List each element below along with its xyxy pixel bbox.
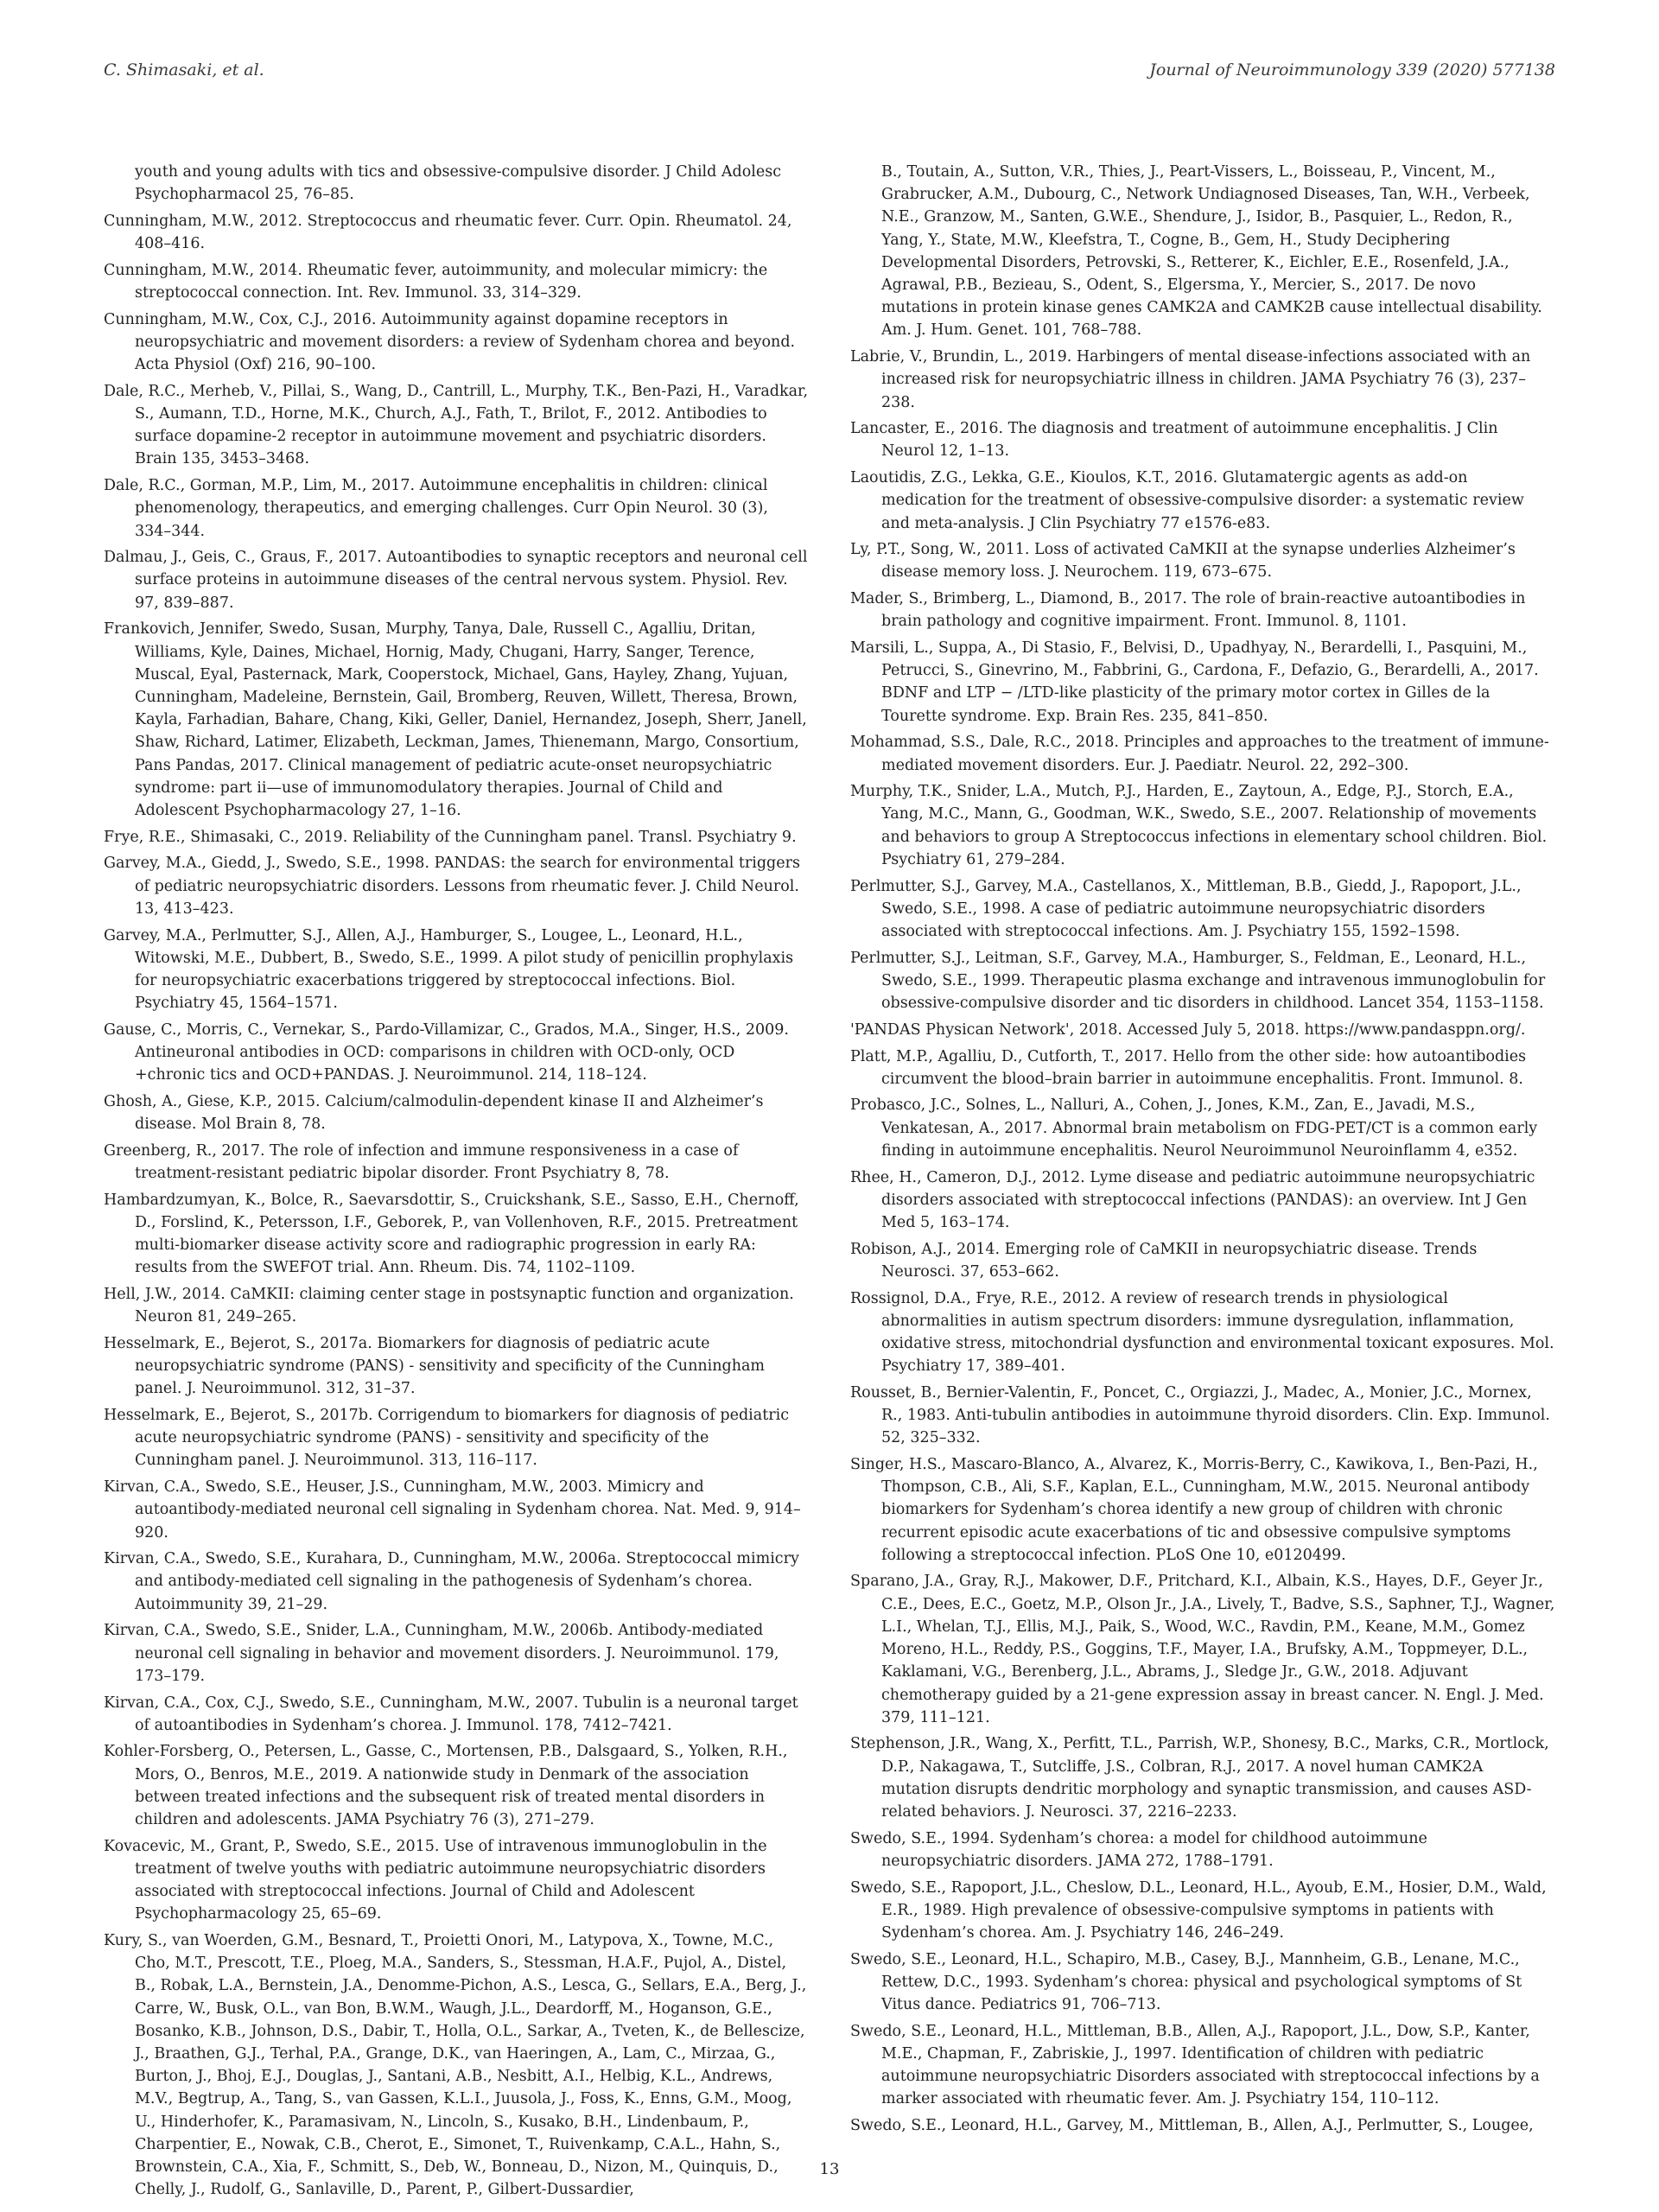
reference-entry: Rossignol, D.A., Frye, R.E., 2012. A review of research trends in physiological abnormalities in autism spectrum disorders: immune dysregulation, inflammation, oxidative stress, mitochondrial dysfunction and environmental toxicant exposures. Mol. Psychiatry 17, 389–401. [850,1289,1554,1376]
reference-entry: Lancaster, E., 2016. The diagnosis and treatment of autoimmune encephalitis. J Clin Neurol 12, 1–13. [850,420,1498,461]
reference-entry: Ly, P.T., Song, W., 2011. Loss of activated CaMKII at the synapse underlies Alzheimer’s disease memory loss. J. Neurochem. 119, 673–675. [850,541,1516,582]
header-journal-citation: Journal of Neuroimmunology 339 (2020) 577138 [1149,60,1555,79]
reference-entry: Swedo, S.E., Leonard, H.L., Schapiro, M.B., Casey, B.J., Mannheim, G.B., Lenane, M.C., Rettew, D.C., 1993. Sydenham’s chorea: physical and psychological symptoms of St Vitus dance. Pediatrics 91, 706–713. [850,1950,1522,2014]
reference-entry: Rousset, B., Bernier-Valentin, F., Poncet, C., Orgiazzi, J., Madec, A., Monier, J.C., Mornex, R., 1983. Anti-tubulin antibodies in autoimmune thyroid disorders. Clin. Exp. Immunol. 52, 325–332. [850,1383,1550,1447]
reference-entry: Frankovich, Jennifer, Swedo, Susan, Murphy, Tanya, Dale, Russell C., Agalliu, Dritan, Williams, Kyle, Daines, Michael, Hornig, Mady, Chugani, Harry, Sanger, Terence, Muscal, Eyal, Pasternack, Mark, Cooperstock, Michael, Gans, Hayley, Zhang, Yujuan, Cunningham, Madeleine, Bernstein, Gail, Bromberg, Reuven, Willett, Theresa, Brown, Kayla, Farhadian, Bahare, Chang, Kiki, Geller, Daniel, Hernandez, Joseph, Sherr, Janell, Shaw, Richard, Latimer, Elizabeth, Leckman, James, Thienemann, Margo, Consortium, Pans Pandas, 2017. Clinical management of pediatric acute-onset neuropsychiatric syndrome: part ii—use of immunomodulatory therapies. Journal of Child and Adolescent Psychopharmacology 27, 1–16. [104,620,807,819]
reference-entry: Probasco, J.C., Solnes, L., Nalluri, A., Cohen, J., Jones, K.M., Zan, E., Javadi, M.S., Venkatesan, A., 2017. Abnormal brain metabolism on FDG-PET/CT is a common early finding in autoimmune encephalitis. Neurol Neuroimmunol Neuroinflamm 4, e352. [850,1096,1538,1160]
reference-entry: Kirvan, C.A., Cox, C.J., Swedo, S.E., Cunningham, M.W., 2007. Tubulin is a neuronal target of autoantibodies in Sydenham’s chorea. J. Immunol. 178, 7412–7421. [104,1694,798,1734]
reference-entry: Swedo, S.E., 1994. Sydenham’s chorea: a model for childhood autoimmune neuropsychiatric disorders. JAMA 272, 1788–1791. [850,1829,1427,1870]
reference-entry: Garvey, M.A., Perlmutter, S.J., Allen, A.J., Hamburger, S., Lougee, L., Leonard, H.L., Witowski, M.E., Dubbert, B., Swedo, S.E., 1999. A pilot study of penicillin prophylaxis for neuropsychiatric exacerbations triggered by streptococcal infections. Biol. Psychiatry 45, 1564–1571. [104,926,794,1013]
reference-entry: Gause, C., Morris, C., Vernekar, S., Pardo-Villamizar, C., Grados, M.A., Singer, H.S., 2009. Antineuronal antibodies in OCD: comparisons in children with OCD-only, OCD +chronic tics and OCD+PANDAS. J. Neuroimmunol. 214, 118–124. [104,1020,789,1084]
reference-entry: Hesselmark, E., Bejerot, S., 2017b. Corrigendum to biomarkers for diagnosis of pediatric acute neuropsychiatric syndrome (PANS) - sensitivity and specificity of the Cunningham panel. J. Neuroimmunol. 313, 116–117. [104,1407,790,1470]
reference-entry: Garvey, M.A., Giedd, J., Swedo, S.E., 1998. PANDAS: the search for environmental triggers of pediatric neuropsychiatric disorders. Lessons from rheumatic fever. J. Child Neurol. 13, 413–423. [104,855,800,918]
reference-entry: Dale, R.C., Gorman, M.P., Lim, M., 2017. Autoimmune encephalitis in children: clinical phenomenology, therapeutics, and emerging challenges. Curr Opin Neurol. 30 (3), 334–344. [104,477,768,540]
reference-entry: Swedo, S.E., Leonard, H.L., Mittleman, B.B., Allen, A.J., Rapoport, J.L., Dow, S.P., Kanter, M.E., Chapman, F., Zabriskie, J., 1997. Identification of children with pediatric autoimmune neuropsychiatric Disorders associated with streptococcal infections by a marker associated with rheumatic fever. Am. J. Psychiatry 154, 110–112. [850,2022,1540,2108]
reference-entry: Greenberg, R., 2017. The role of infection and immune responsiveness in a case of treatment-resistant pediatric bipolar disorder. Front Psychiatry 8, 78. [104,1141,739,1183]
reference-entry: Swedo, S.E., Rapoport, J.L., Cheslow, D.L., Leonard, H.L., Ayoub, E.M., Hosier, D.M., Wald, E.R., 1989. High prevalence of obsessive-compulsive symptoms in patients with Sydenham’s chorea. Am. J. Psychiatry 146, 246–249. [850,1878,1547,1942]
reference-entry: Hell, J.W., 2014. CaMKII: claiming center stage in postsynaptic function and organization. Neuron 81, 249–265. [104,1286,794,1326]
reference-entry: Ghosh, A., Giese, K.P., 2015. Calcium/calmodulin-dependent kinase II and Alzheimer’s disease. Mol Brain 8, 78. [104,1092,764,1134]
reference-entry: Cunningham, M.W., 2012. Streptococcus and rheumatic fever. Curr. Opin. Rheumatol. 24, 408–416. [104,212,792,253]
reference-entry: Sparano, J.A., Gray, R.J., Makower, D.F., Pritchard, K.I., Albain, K.S., Hayes, D.F., Geyer Jr., C.E., Dees, E.C., Goetz, M.P., Olson Jr., J.A., Lively, T., Badve, S.S., Saphner, T.J., Wagner, L.I., Whelan, T.J., Ellis, M.J., Paik, S., Wood, W.C., Ravdin, P.M., Keane, M.M., Gomez Moreno, H.L., Reddy, P.S., Goggins, T.F., Mayer, I.A., Brufsky, A.M., Toppmeyer, D.L., Kaklamani, V.G., Berenberg, J.L., Abrams, J., Sledge Jr., G.W., 2018. Adjuvant chemotherapy guided by a 21-gene expression assay in breast cancer. N. Engl. J. Med. 379, 111–121. [850,1573,1555,1726]
reference-entry: Perlmutter, S.J., Leitman, S.F., Garvey, M.A., Hamburger, S., Feldman, E., Leonard, H.L., Swedo, S.E., 1999. Therapeutic plasma exchange and intravenous immunoglobulin for obsessive-compulsive disorder and tic disorders in childhood. Lancet 354, 1153–1158. [850,949,1546,1013]
reference-entry: Hambardzumyan, K., Bolce, R., Saevarsdottir, S., Cruickshank, S.E., Sasso, E.H., Chernoff, D., Forslind, K., Petersson, I.F., Geborek, P., van Vollenhoven, R.F., 2015. Pretreatment multi-biomarker disease activity score and radiographic progression in early RA: results from the SWEFOT trial. Ann. Rheum. Dis. 74, 1102–1109. [104,1191,799,1277]
reference-entry: Mohammad, S.S., Dale, R.C., 2018. Principles and approaches to the treatment of immune-mediated movement disorders. Eur. J. Paediatr. Neurol. 22, 292–300. [850,734,1549,774]
reference-entry: Kohler-Forsberg, O., Petersen, L., Gasse, C., Mortensen, P.B., Dalsgaard, S., Yolken, R.H., Mors, O., Benros, M.E., 2019. A nationwide study in Denmark of the association between treated infections and the subsequent risk of treated mental disorders in children and adolescents. JAMA Psychiatry 76 (3), 271–279. [104,1743,788,1829]
reference-entry: Platt, M.P., Agalliu, D., Cutforth, T., 2017. Hello from the other side: how autoantibodies circumvent the blood–brain barrier in autoimmune encephalitis. Front. Immunol. 8. [850,1047,1527,1088]
reference-entry: Kovacevic, M., Grant, P., Swedo, S.E., 2015. Use of intravenous immunoglobulin in the treatment of twelve youths with pediatric autoimmune neuropsychiatric disorders associated with streptococcal infections. Journal of Child and Adolescent Psychopharmacology 25, 65–69. [104,1837,767,1923]
reference-entry: B., Toutain, A., Sutton, V.R., Thies, J., Peart-Vissers, L., Boisseau, P., Vincent, M., Grabrucker, A.M., Dubourg, C., Network Undiagnosed Diseases, Tan, W.H., Verbeek, N.E., Granzow, M., Santen, G.W.E., Shendure, J., Isidor, B., Pasquier, L., Redon, R., Yang, Y., State, M.W., Kleefstra, T., Cogne, B., Gem, H., Study Deciphering Developmental Disorders, Petrovski, S., Retterer, K., Eichler, E.E., Rosenfeld, J.A., Agrawal, P.B., Bezieau, S., Odent, S., Elgersma, Y., Mercier, S., 2017. De novo mutations in protein kinase genes CAMK2A and CAMK2B cause intellectual disability. Am. J. Hum. Genet. 101, 768–788. [881,163,1542,340]
left-reference-column [104,161,809,2199]
reference-entry: Kirvan, C.A., Swedo, S.E., Snider, L.A., Cunningham, M.W., 2006b. Antibody-mediated neuronal cell signaling in behavior and movement disorders. J. Neuroimmunol. 179, 173–179. [104,1622,779,1685]
reference-entry: Kury, S., van Woerden, G.M., Besnard, T., Proietti Onori, M., Latypova, X., Towne, M.C., Cho, M.T., Prescott, T.E., Ploeg, M.A., Sanders, S., Stessman, H.A.F., Pujol, A., Distel, B., Robak, L.A., Bernstein, J.A., Denomme-Pichon, A.S., Lesca, G., Sellars, E.A., Berg, J., Carre, W., Busk, O.L., van Bon, B.W.M., Waugh, J.L., Deardorff, M., Hoganson, G.E., Bosanko, K.B., Johnson, D.S., Dabir, T., Holla, O.L., Sarkar, A., Tveten, K., de Bellescize, J., Braathen, G.J., Terhal, P.A., Grange, D.K., van Haeringen, A., Lam, C., Mirzaa, G., Burton, J., Bhoj, E.J., Douglas, J., Santani, A.B., Nesbitt, A.I., Helbig, K.L., Andrews, M.V., Begtrup, A., Tang, S., van Gassen, K.L.I., Juusola, J., Foss, K., Enns, G.M., Moog, U., Hinderhofer, K., Paramasivam, N., Lincoln, S., Kusako, B.H., Lindenbaum, P., Charpentier, E., Nowak, C.B., Cherot, E., Simonet, T., Ruivenkamp, C.A.L., Hahn, S., Brownstein, C.A., Xia, F., Schmitt, S., Deb, W., Bonneau, D., Nizon, M., Quinquis, D., Chelly, J., Rudolf, G., Sanlaville, D., Parent, P., Gilbert-Dussardier, [104,1932,807,2199]
reference-columns [104,161,1555,2199]
reference-entry: Laoutidis, Z.G., Lekka, G.E., Kioulos, K.T., 2016. Glutamatergic agents as add-on medication for the treatment of obsessive-compulsive disorder: a systematic review and meta-analysis. J Clin Psychiatry 77 e1576-e83. [850,469,1524,532]
reference-entry: Dalmau, J., Geis, C., Graus, F., 2017. Autoantibodies to synaptic receptors and neuronal cell surface proteins in autoimmune diseases of the central nervous system. Physiol. Rev. 97, 839–887. [104,549,808,612]
reference-entry: Stephenson, J.R., Wang, X., Perfitt, T.L., Parrish, W.P., Shonesy, B.C., Marks, C.R., Mortlock, D.P., Nakagawa, T., Sutcliffe, J.S., Colbran, R.J., 2017. A novel human CAMK2A mutation disrupts dendritic morphology and synaptic transmission, and causes ASD-related behaviors. J. Neurosci. 37, 2216–2233. [850,1735,1549,1821]
running-header [104,60,1555,79]
reference-entry: 'PANDAS Physican Network', 2018. Accessed July 5, 2018. https://www.pandasppn.org/. [850,1020,1526,1039]
reference-entry: Rhee, H., Cameron, D.J., 2012. Lyme disease and pediatric autoimmune neuropsychiatric disorders associated with streptococcal infections (PANDAS): an overview. Int J Gen Med 5, 163–174. [850,1168,1535,1231]
reference-entry: Kirvan, C.A., Swedo, S.E., Kurahara, D., Cunningham, M.W., 2006a. Streptococcal mimicry and antibody-mediated cell signaling in the pathogenesis of Sydenham’s chorea. Autoimmunity 39, 21–29. [104,1550,799,1613]
reference-entry: Murphy, T.K., Snider, L.A., Mutch, P.J., Harden, E., Zaytoun, A., Edge, P.J., Storch, E.A., Yang, M.C., Mann, G., Goodman, W.K., Swedo, S.E., 2007. Relationship of movements and behaviors to group A Streptococcus infections in elementary school children. Biol. Psychiatry 61, 279–284. [850,783,1548,868]
right-reference-column [850,161,1555,2135]
reference-entry: Cunningham, M.W., Cox, C.J., 2016. Autoimmunity against dopamine receptors in neuropsychiatric and movement disorders: a review of Sydenham chorea and beyond. Acta Physiol (Oxf) 216, 90–100. [104,310,796,374]
header-authors: C. Shimasaki, et al. [104,60,264,79]
reference-entry: Kirvan, C.A., Swedo, S.E., Heuser, J.S., Cunningham, M.W., 2003. Mimicry and autoantibody-mediated neuronal cell signaling in Sydenham chorea. Nat. Med. 9, 914–920. [104,1478,801,1541]
page-number: 13 [819,2160,840,2178]
reference-entry: Robison, A.J., 2014. Emerging role of CaMKII in neuropsychiatric disease. Trends Neurosci. 37, 653–662. [850,1240,1478,1281]
reference-entry: Swedo, S.E., Leonard, H.L., Garvey, M., Mittleman, B., Allen, A.J., Perlmutter, S., Lougee, [850,2117,1534,2135]
reference-entry: Labrie, V., Brundin, L., 2019. Harbingers of mental disease-infections associated with an increased risk for neuropsychiatric illness in children. JAMA Psychiatry 76 (3), 237–238. [850,348,1531,411]
reference-entry: Hesselmark, E., Bejerot, S., 2017a. Biomarkers for diagnosis of pediatric acute neuropsychiatric syndrome (PANS) - sensitivity and specificity of the Cunningham panel. J. Neuroimmunol. 312, 31–37. [104,1334,765,1398]
reference-entry: Frye, R.E., Shimasaki, C., 2019. Reliability of the Cunningham panel. Transl. Psychiatry 9. [104,828,797,846]
reference-entry: Mader, S., Brimberg, L., Diamond, B., 2017. The role of brain-reactive autoantibodies in brain pathology and cognitive impairment. Front. Immunol. 8, 1101. [850,590,1526,631]
reference-entry: Cunningham, M.W., 2014. Rheumatic fever, autoimmunity, and molecular mimicry: the streptococcal connection. Int. Rev. Immunol. 33, 314–329. [104,261,768,302]
reference-entry: Marsili, L., Suppa, A., Di Stasio, F., Belvisi, D., Upadhyay, N., Berardelli, I., Pasquini, M., Petrucci, S., Ginevrino, M., Fabbrini, G., Cardona, F., Defazio, G., Berardelli, A., 2017. BDNF and LTP − /LTD-like plasticity of the primary motor cortex in Gilles de la Tourette syndrome. Exp. Brain Res. 235, 841–850. [850,639,1539,725]
reference-entry: youth and young adults with tics and obsessive-compulsive disorder. J Child Adolesc Psychopharmacol 25, 76–85. [135,163,782,204]
reference-entry: Perlmutter, S.J., Garvey, M.A., Castellanos, X., Mittleman, B.B., Giedd, J., Rapoport, J.L., Swedo, S.E., 1998. A case of pediatric autoimmune neuropsychiatric disorders associated with streptococcal infections. Am. J. Psychiatry 155, 1592–1598. [850,877,1522,940]
reference-entry: Singer, H.S., Mascaro-Blanco, A., Alvarez, K., Morris-Berry, C., Kawikova, I., Ben-Pazi, H., Thompson, C.B., Ali, S.F., Kaplan, E.L., Cunningham, M.W., 2015. Neuronal antibody biomarkers for Sydenham’s chorea identify a new group of children with chronic recurrent episodic acute exacerbations of tic and obsessive compulsive symptoms following a streptococcal infection. PLoS One 10, e0120499. [850,1455,1538,1564]
reference-entry: Dale, R.C., Merheb, V., Pillai, S., Wang, D., Cantrill, L., Murphy, T.K., Ben-Pazi, H., Varadkar, S., Aumann, T.D., Horne, M.K., Church, A.J., Fath, T., Brilot, F., 2012. Antibodies to surface dopamine-2 receptor in autoimmune movement and psychiatric disorders. Brain 135, 3453–3468. [104,382,809,468]
